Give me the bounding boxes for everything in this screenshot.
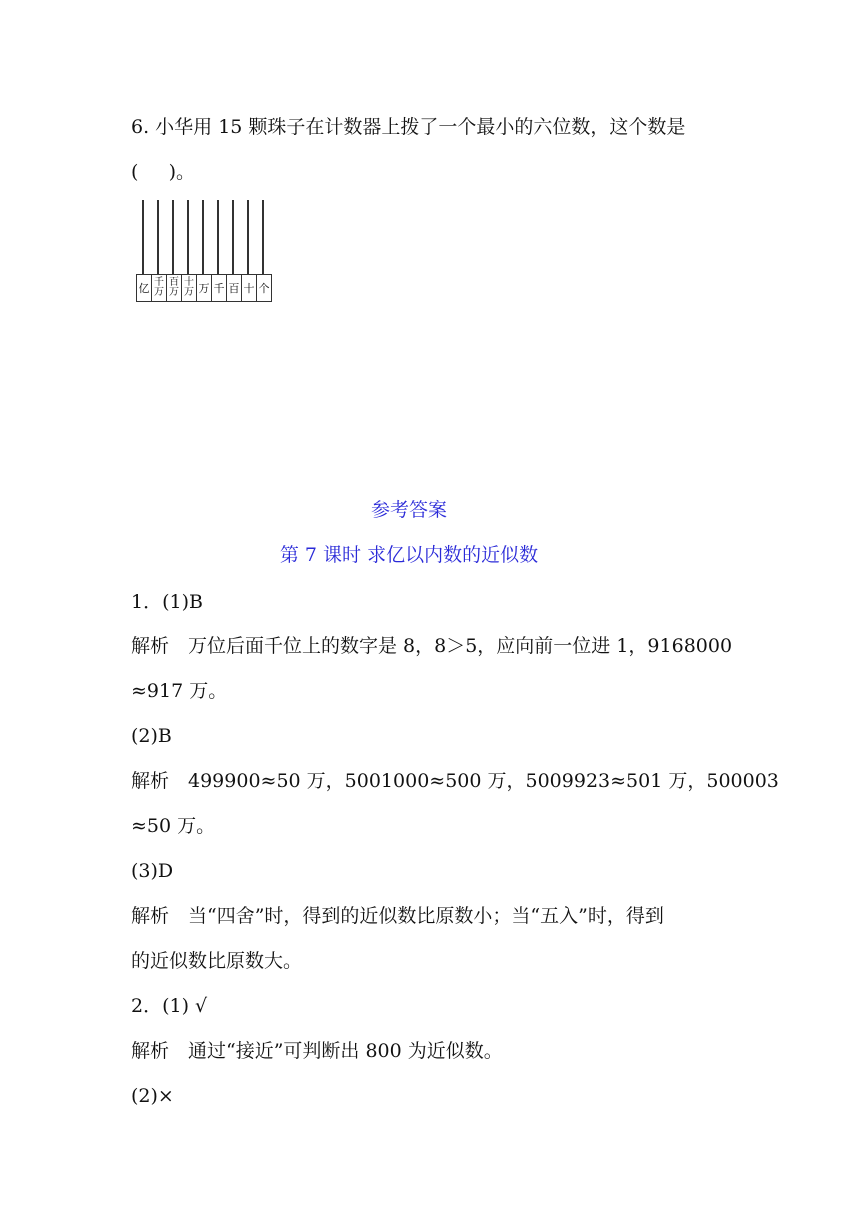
place-label-qian: 千 [212, 275, 227, 301]
abacus-place-labels [136, 274, 272, 302]
abacus-diagram [136, 200, 270, 302]
place-label-yi: 亿 [137, 275, 152, 301]
answer-line: 1．(1)B [131, 591, 203, 613]
abacus-rod [247, 200, 249, 274]
abacus-rods [136, 200, 270, 274]
answer-line: ≈50 万。 [131, 815, 216, 837]
answers-heading: 参考答案 [370, 499, 447, 521]
abacus-rod [202, 200, 204, 274]
question-line-1: 6. 小华用 15 颗珠子在计数器上拨了一个最小的六位数，这个数是 [131, 116, 686, 138]
abacus-rod [142, 200, 144, 274]
question-line-2: ( )。 [131, 161, 196, 183]
answer-line: (2)× [131, 1085, 174, 1107]
answer-line: 2．(1) √ [131, 995, 208, 1017]
place-label-qianwan: 千 万 [152, 275, 167, 301]
answer-line: 的近似数比原数大。 [131, 950, 303, 972]
answer-line: ≈917 万。 [131, 680, 228, 702]
answer-line: 解析 通过“接近”可判断出 800 为近似数。 [131, 1040, 503, 1062]
place-label-shi: 十 [242, 275, 257, 301]
abacus-rod [232, 200, 234, 274]
place-label-shiwan: 十 万 [182, 275, 197, 301]
abacus-rod [187, 200, 189, 274]
answer-line: 解析 499900≈50 万，5001000≈500 万，5009923≈501 万，500003 [131, 770, 779, 792]
answer-line: 解析 万位后面千位上的数字是 8，8＞5，应向前一位进 1，9168000 [131, 635, 733, 657]
answer-line: (2)B [131, 725, 172, 747]
place-label-ge: 个 [257, 275, 272, 301]
answer-line: (3)D [131, 860, 174, 882]
answers-subheading: 第 7 课时 求亿以内数的近似数 [279, 544, 539, 566]
abacus-rod [172, 200, 174, 274]
place-label-baiwan: 百 万 [167, 275, 182, 301]
answer-line: 解析 当“四舍”时，得到的近似数比原数小；当“五入”时，得到 [131, 905, 664, 927]
abacus-rod [217, 200, 219, 274]
abacus-rod [157, 200, 159, 274]
place-label-bai: 百 [227, 275, 242, 301]
place-label-wan: 万 [197, 275, 212, 301]
abacus-rod [262, 200, 264, 274]
